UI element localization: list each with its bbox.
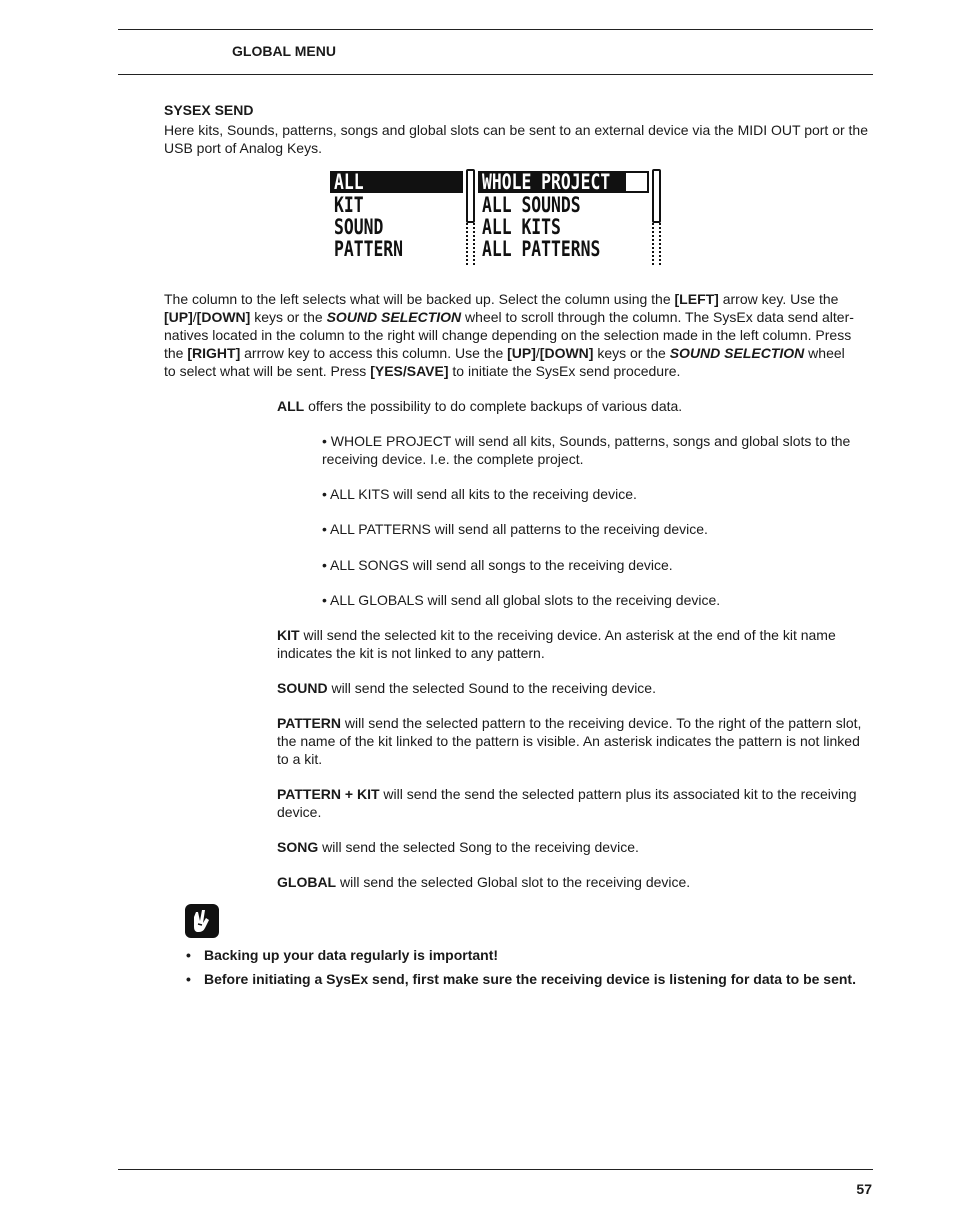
option-sound xyxy=(277,679,656,697)
header-bottom-rule xyxy=(118,74,873,75)
lcd-right-item-all-patterns: ALL PATTERNS xyxy=(482,237,601,261)
text: keys or the xyxy=(593,345,670,361)
page-number: 57 xyxy=(856,1181,872,1197)
text: / xyxy=(535,345,540,361)
option-text: to a kit. xyxy=(277,751,323,767)
bullet-text: • WHOLE PROJECT will send all kits, Sounds, patterns, songs and global slots to the xyxy=(322,433,851,449)
option-text: offers the possibility to do complete backups of various data. xyxy=(304,398,683,414)
text: wheel xyxy=(804,345,845,361)
body-paragraph xyxy=(164,290,884,380)
option-text: will send the selected pattern to the receiving device. To the right of the pattern slot, xyxy=(341,715,862,731)
option-label: GLOBAL xyxy=(277,874,337,890)
text: / xyxy=(192,309,197,325)
key-right: [RIGHT] xyxy=(187,345,241,361)
hand-note-icon xyxy=(185,904,219,938)
note-text: Before initiating a SysEx send, first make sure the receiving device is listening for data to be sent. xyxy=(204,971,856,987)
text: wheel to scroll through the column. The SysEx data send alter- xyxy=(461,309,854,325)
key-up: [UP] xyxy=(164,309,193,325)
option-all xyxy=(277,397,682,415)
header-title: GLOBAL MENU xyxy=(232,43,336,59)
option-text: will send the send the selected pattern plus its associated kit to the receiving xyxy=(379,786,857,802)
header-top-rule xyxy=(118,29,873,30)
option-pattern xyxy=(277,714,861,768)
lcd-right-scrollbar-track xyxy=(652,223,661,265)
lcd-left-scrollbar-track xyxy=(466,223,475,265)
option-label: PATTERN + KIT xyxy=(277,786,380,802)
list-item xyxy=(322,432,850,468)
option-text: will send the selected kit to the receiving device. An asterisk at the end of the kit name xyxy=(299,627,836,643)
option-text: the name of the kit linked to the pattern is visible. An asterisk indicates the pattern is not linked xyxy=(277,733,860,749)
text: to select what will be sent. Press xyxy=(164,363,371,379)
text: arrow key. Use the xyxy=(718,291,839,307)
option-text: will send the selected Global slot to the receiving device. xyxy=(336,874,691,890)
option-global xyxy=(277,873,690,891)
text: the xyxy=(164,345,188,361)
text: to initiate the SysEx send procedure. xyxy=(448,363,681,379)
section-intro: Here kits, Sounds, patterns, songs and global slots can be sent to an external device via the MIDI OUT port or the USB port of Analog Keys. xyxy=(164,122,869,156)
option-label: ALL xyxy=(277,398,305,414)
list-item xyxy=(186,946,498,964)
option-label: SOUND xyxy=(277,680,328,696)
lcd-left-item-kit: KIT xyxy=(334,193,364,217)
key-down: [DOWN] xyxy=(196,309,251,325)
key-left: [LEFT] xyxy=(674,291,719,307)
key-down: [DOWN] xyxy=(539,345,594,361)
list-item: • ALL SONGS will send all songs to the receiving device. xyxy=(322,557,673,573)
option-label: SONG xyxy=(277,839,319,855)
lcd-right-item-all-kits: ALL KITS xyxy=(482,215,561,239)
text: natives located in the column to the right will change depending on the selection made in the left column. Press xyxy=(164,327,852,343)
list-item: • ALL KITS will send all kits to the receiving device. xyxy=(322,486,637,502)
list-item: • ALL PATTERNS will send all patterns to the receiving device. xyxy=(322,521,708,537)
bullet-icon: • xyxy=(186,947,191,963)
lcd-left-item-all: ALL xyxy=(334,170,364,194)
list-item: • ALL GLOBALS will send all global slots to the receiving device. xyxy=(322,592,721,608)
text: keys or the xyxy=(250,309,327,325)
option-text: will send the selected Sound to the receiving device. xyxy=(327,680,656,696)
option-text: indicates the kit is not linked to any pattern. xyxy=(277,645,545,661)
option-label: KIT xyxy=(277,627,300,643)
key-yes-save: [YES/SAVE] xyxy=(370,363,449,379)
sound-selection-label: SOUND SELECTION xyxy=(669,345,805,361)
lcd-right-scrollbar-thumb xyxy=(652,169,661,223)
lcd-right-item-all-sounds: ALL SOUNDS xyxy=(482,193,581,217)
option-text: will send the selected Song to the receiving device. xyxy=(318,839,639,855)
bullet-icon: • xyxy=(186,971,191,987)
option-text: device. xyxy=(277,804,322,820)
key-up: [UP] xyxy=(507,345,536,361)
lcd-right-item-whole-project: WHOLE PROJECT xyxy=(482,170,611,194)
option-pattern-kit xyxy=(277,785,857,821)
lcd-left-item-pattern: PATTERN xyxy=(334,237,404,261)
option-song xyxy=(277,838,639,856)
text: The column to the left selects what will be backed up. Select the column using the xyxy=(164,291,675,307)
option-label: PATTERN xyxy=(277,715,342,731)
section-title: SYSEX SEND xyxy=(164,102,254,118)
footer-rule xyxy=(118,1169,873,1170)
lcd-screen xyxy=(330,167,664,267)
lcd-left-scrollbar-thumb xyxy=(466,169,475,223)
option-kit xyxy=(277,626,836,662)
sound-selection-label: SOUND SELECTION xyxy=(326,309,462,325)
list-item xyxy=(186,970,856,988)
text: arrrow key to access this column. Use the xyxy=(240,345,508,361)
note-text: Backing up your data regularly is important! xyxy=(204,947,499,963)
lcd-left-item-sound: SOUND xyxy=(334,215,384,239)
bullet-text: receiving device. I.e. the complete project. xyxy=(322,451,584,467)
